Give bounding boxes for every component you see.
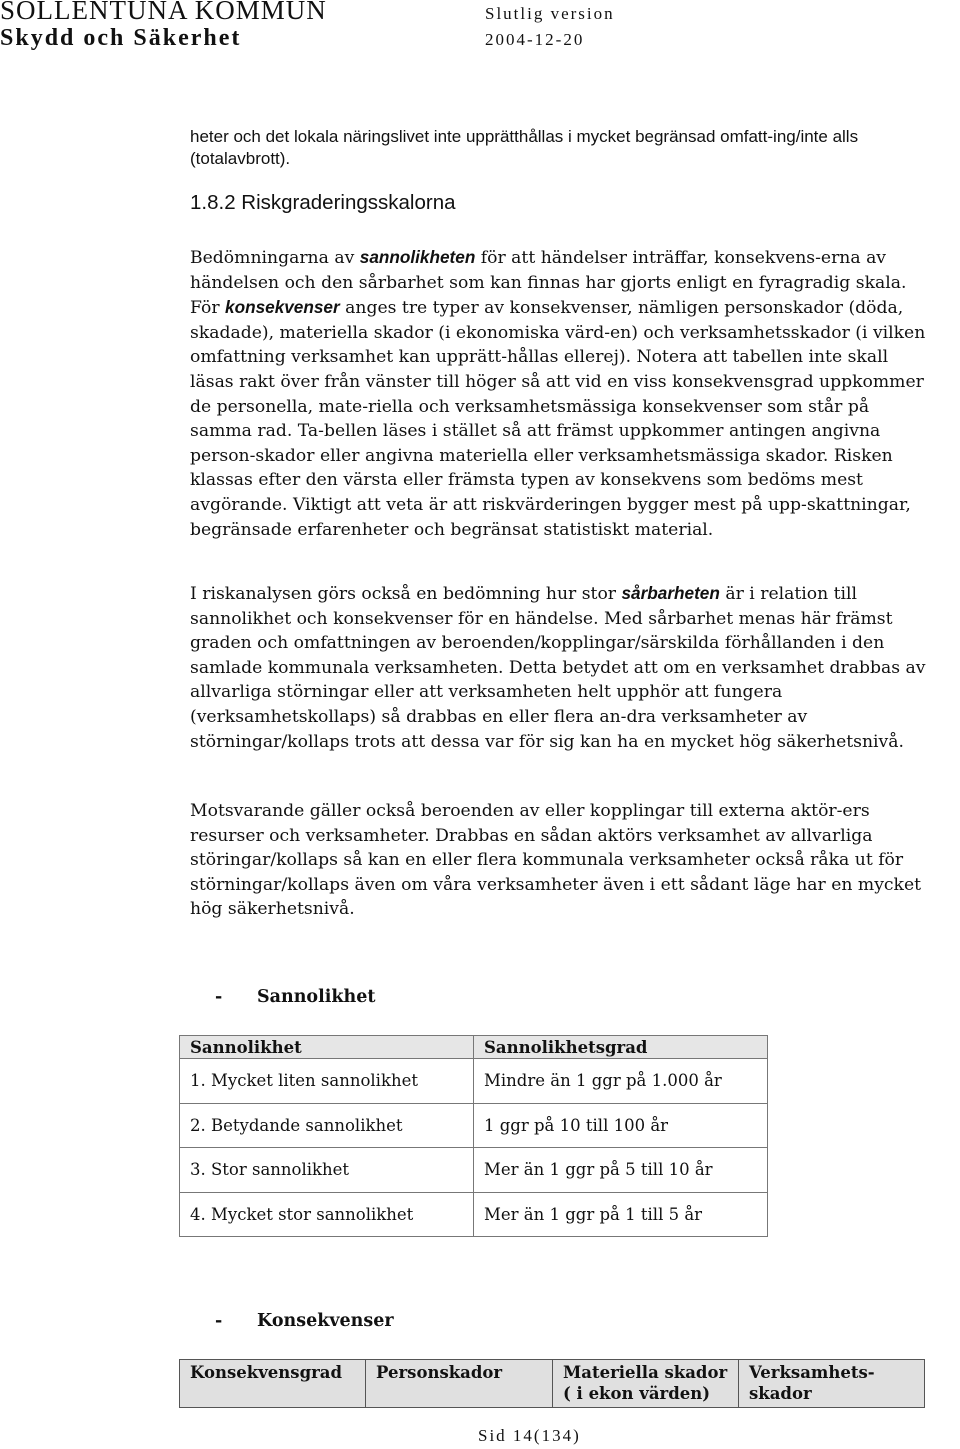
table-header-cell: Sannolikhetsgrad [474, 1036, 768, 1059]
consequences-subheading: - Konsekvenser [215, 1311, 394, 1331]
table-cell: Mindre än 1 ggr på 1.000 år [474, 1059, 768, 1104]
table-header-cell: Sannolikhet [180, 1036, 474, 1059]
table-header-cell: Personskador [366, 1360, 553, 1408]
table-header-cell: Verksamhets-skador [739, 1360, 925, 1408]
table-row [180, 1192, 768, 1237]
table-row [180, 1059, 768, 1104]
paragraph-external: Motsvarande gäller också beroenden av eller kopplingar till externa aktör-ers resurser och verksamheter. Drabbas en sådan aktörs verksamhet av allvarliga störingar/kollaps så kan en eller flera kommunala verksamheter också råka ut för störningar/kollaps även om våra verksamheter även i ett sådant läge har en mycket hög säkerhetsnivå. [190, 801, 922, 920]
page-number: Sid 14(134) [478, 1426, 581, 1445]
consequences-table [179, 1359, 925, 1408]
table-row [180, 1148, 768, 1193]
table-row [180, 1103, 768, 1148]
term-probability: sannolikheten [359, 247, 476, 267]
table-header-cell: Materiella skador ( i ekon värden) [553, 1360, 739, 1408]
table-cell: 2. Betydande sannolikhet [180, 1103, 474, 1148]
table-cell: 1 ggr på 10 till 100 år [474, 1103, 768, 1148]
section-heading: 1.8.2 Riskgraderingsskalorna [190, 191, 456, 214]
probability-table [179, 1035, 768, 1237]
intro-paragraph: heter och det lokala näringslivet inte upprätthållas i mycket begränsad omfatt-ing/inte alls (totalavbrott). [190, 127, 859, 168]
table-cell: 4. Mycket stor sannolikhet [180, 1192, 474, 1237]
table-header-cell: Konsekvensgrad [180, 1360, 366, 1408]
probability-subheading: - Sannolikhet [215, 987, 376, 1007]
document-status: Slutlig version [485, 4, 615, 23]
term-vulnerability: sårbarheten [621, 583, 720, 603]
table-cell: 1. Mycket liten sannolikhet [180, 1059, 474, 1104]
paragraph-scales: Bedömningarna av sannolikheten för att händelser inträffar, konsekvens-erna av händelsen och den sårbarhet som kan finnas har gjorts enligt en fyragradig skala. För konsekvenser anges tre typer av konsekvenser, nämligen personskador (döda, skadade), materiella skador (i ekonomiska värd-en) och verksamhetsskador (i vilken omfattning verksamhet kan upprätt-hållas ellerej). Notera att tabellen inte skall läsas rakt över från vänster till höger så att vid en viss konsekvensgrad uppkommer de personella, mate-riella och verksamhetsmässiga konsekvenser som står på samma rad. Ta-bellen läses i stället så att främst uppkommer antingen angivna person-skador eller angivna materiella eller verksamhetsmässiga skador. Risken klassas efter den värsta eller främsta typen av konsekvens som bedöms mest avgörande. Viktigt att veta är att riskvärderingen bygger mest på upp-skattningar, begränsade erfarenheter och begränsat statistiskt material. [190, 247, 926, 540]
term-consequences: konsekvenser [225, 297, 340, 318]
department-name: Skydd och Säkerhet [0, 25, 242, 51]
organization-name: SOLLENTUNA KOMMUN [0, 0, 327, 25]
table-cell: 3. Stor sannolikhet [180, 1148, 474, 1193]
table-header-row [180, 1360, 925, 1408]
table-cell: Mer än 1 ggr på 5 till 10 år [474, 1148, 768, 1193]
table-cell: Mer än 1 ggr på 1 till 5 år [474, 1192, 768, 1237]
paragraph-vulnerability: I riskanalysen görs också en bedömning hur stor sårbarheten är i relation till sannolikhet och konsekvenser för en händelse. Med sårbarhet menas här främst graden och omfattningen av beroenden/kopplingar/särskilda förhållanden i den samlade kommunala verksamheten. Detta betydet att om en verksamhet drabbas av allvarliga störningar eller att verksamheten helt upphör att fungera (verksamhetskollaps) så drabbas en eller flera an-dra verksamheter av störningar/kollaps trots att dessa var för sig kan ha en mycket hög säkerhetsnivå. [190, 583, 926, 752]
document-date: 2004-12-20 [485, 30, 585, 49]
table-header-row [180, 1036, 768, 1059]
